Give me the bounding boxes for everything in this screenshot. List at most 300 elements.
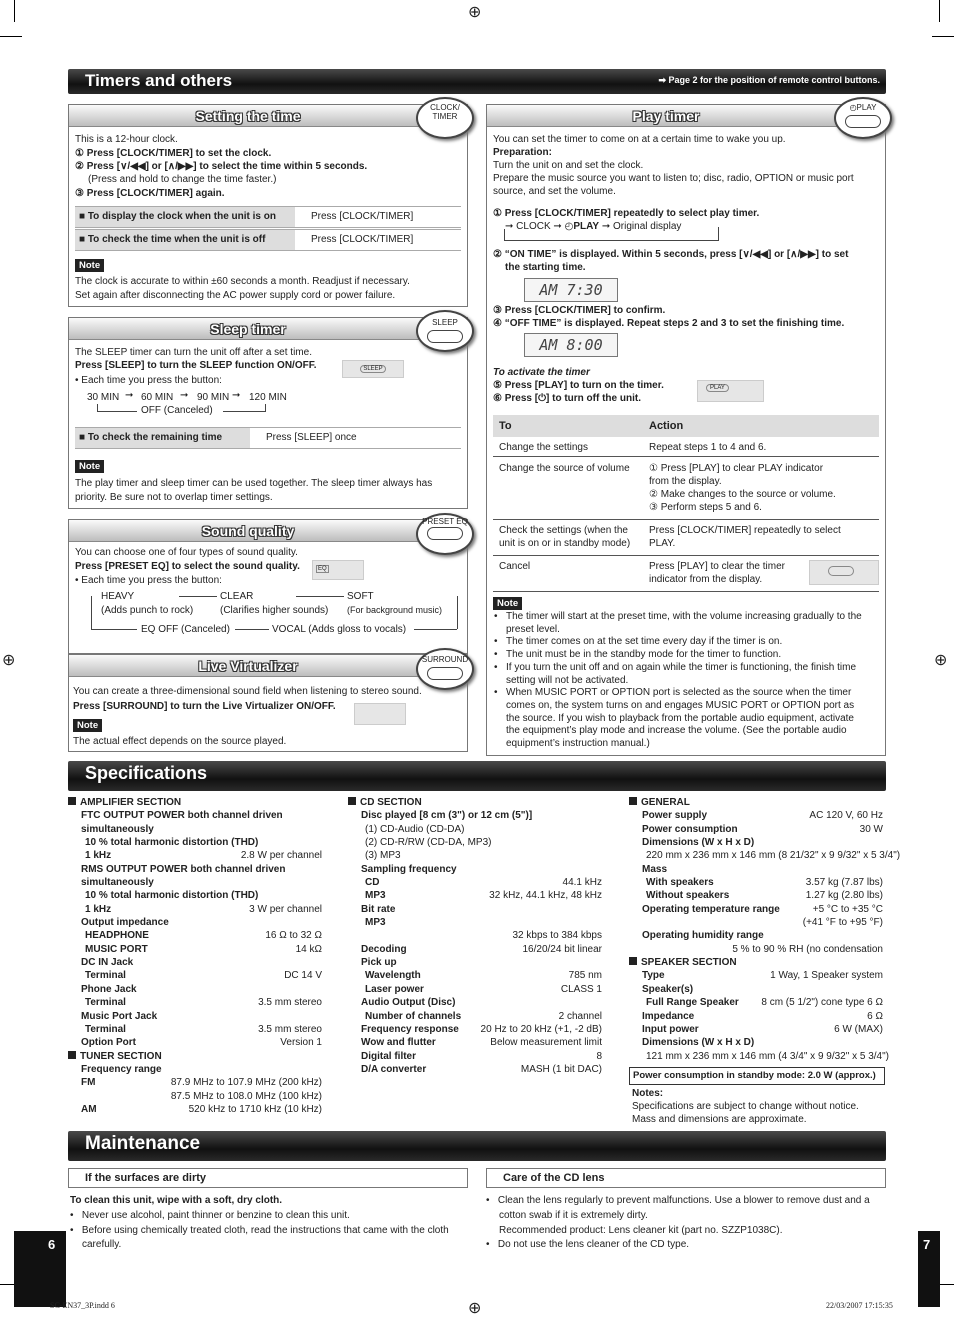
step-line: ③ Press [CLOCK/TIMER] again. — [75, 188, 225, 199]
spec-row — [629, 823, 883, 836]
spec-label: TUNER SECTION — [80, 1050, 162, 1062]
section-title: Timers and others — [85, 71, 233, 90]
sleep-timer-title: Sleep timer — [69, 318, 467, 340]
spec-row — [68, 969, 322, 982]
text-line: • Each time you press the button: — [75, 575, 222, 586]
note-label: Note — [493, 597, 522, 610]
arrow-icon: ➞ — [125, 390, 134, 401]
button-pill — [845, 115, 881, 128]
square-bullet-icon — [68, 1051, 76, 1059]
clock-timer-button-icon — [416, 97, 474, 139]
spec-value: 3 W per channel — [249, 903, 322, 915]
icon-label: PLAY — [856, 103, 877, 112]
spec-row — [348, 929, 602, 942]
sound-quality-title: Sound quality — [69, 520, 467, 542]
step-line: ② Press [∨/◀◀] or [∧/▶▶] to select the time within 5 seconds. — [75, 161, 368, 172]
spec-row — [348, 956, 602, 969]
text-line: source, and set the volume. — [493, 186, 616, 197]
crop-mark — [939, 0, 940, 22]
page-number: 7 — [923, 1237, 931, 1252]
bullet-text: Never use alcohol, paint thinner or benzine to clean this unit. — [81, 1210, 350, 1221]
spec-row — [348, 1050, 602, 1063]
spec-value: 3.5 mm stereo — [258, 1023, 322, 1035]
sequence-note: (Clarifies higher sounds) — [220, 605, 329, 616]
spec-label: MP3 — [365, 917, 386, 929]
spec-row — [629, 1036, 883, 1049]
table-row — [493, 520, 879, 556]
image-label: SLEEP — [360, 365, 385, 373]
arrow-icon: ➞ — [232, 390, 241, 401]
play-timer-box — [486, 104, 886, 756]
spec-label: simultaneously — [81, 877, 154, 889]
spec-label: Music Port Jack — [81, 1010, 158, 1022]
button-pill — [427, 667, 463, 680]
spec-value: 8 — [596, 1050, 602, 1062]
spec-value: 30 W — [859, 823, 883, 835]
spec-value: 785 nm — [568, 970, 602, 982]
spec-row — [629, 996, 883, 1009]
section-header-maintenance — [68, 1131, 886, 1161]
spec-value: 3.5 mm stereo — [258, 997, 322, 1009]
sound-quality-box — [68, 519, 468, 654]
spec-row — [348, 916, 602, 929]
table-row — [493, 556, 879, 592]
spec-row — [348, 823, 602, 836]
step-line: ② “ON TIME” is displayed. Within 5 seconds, press [∨/◀◀] or [∧/▶▶] to set — [493, 249, 849, 260]
spec-row — [629, 943, 883, 956]
spec-label: Speaker(s) — [642, 983, 694, 995]
spec-value: 2.8 W per channel — [240, 850, 322, 862]
spec-row — [348, 889, 602, 902]
notes-title: Notes: — [632, 1088, 664, 1099]
spec-label: Digital filter — [361, 1050, 417, 1062]
sequence-line — [718, 227, 719, 241]
spec-row — [68, 823, 322, 836]
spec-label: Type — [642, 970, 665, 982]
sequence-line — [457, 596, 458, 629]
spec-row — [629, 849, 901, 862]
spec-row — [68, 796, 322, 809]
section-title: Specifications — [85, 763, 208, 783]
spec-value: 5 % to 90 % RH (no condensation — [732, 943, 883, 955]
spec-label: Output impedance — [81, 917, 169, 929]
crop-mark — [932, 36, 954, 37]
spec-value: 20 Hz to 20 kHz (+1, -2 dB) — [480, 1023, 602, 1035]
spec-label: (3) MP3 — [365, 850, 401, 862]
note-text: priority. Be sure not to overlap timer settings. — [75, 492, 273, 503]
spec-row — [348, 836, 602, 849]
spec-label: 10 % total harmonic distortion (THD) — [85, 890, 259, 902]
registration-mark-icon: ⊕ — [468, 1300, 482, 1317]
info-row — [75, 427, 461, 449]
spec-label: Audio Output (Disc) — [361, 997, 456, 1009]
spec-row — [348, 1010, 602, 1023]
spec-row — [629, 889, 883, 902]
cycle-diagram — [505, 220, 681, 233]
info-row — [75, 206, 461, 228]
spec-value: 6 Ω — [867, 1010, 883, 1022]
display-image — [809, 560, 879, 585]
spec-row — [68, 929, 322, 942]
spec-label: RMS OUTPUT POWER both channel driven — [81, 863, 286, 875]
section-title: Maintenance — [85, 1133, 201, 1154]
step-line: the starting time. — [505, 262, 586, 273]
spec-row — [68, 956, 322, 969]
sequence-line — [91, 596, 92, 629]
page-number-left — [14, 1231, 66, 1307]
spec-row — [68, 876, 322, 889]
spec-row — [68, 809, 322, 822]
image-outline — [828, 566, 854, 576]
sequence-note: (For background music) — [347, 605, 443, 615]
file-name: SC-EN37_3P.indd 6 — [50, 1301, 115, 1310]
spec-row — [348, 903, 602, 916]
spec-value: 32 kbps to 384 kbps — [512, 930, 602, 942]
spec-label: Input power — [642, 1023, 699, 1035]
spec-label: 1 kHz — [85, 903, 112, 915]
surround-button-image — [354, 703, 406, 725]
spec-row — [629, 809, 883, 822]
spec-value: 44.1 kHz — [562, 877, 602, 889]
spec-value: 520 kHz to 1710 kHz (10 kHz) — [188, 1103, 322, 1115]
sequence-note: (Adds punch to rock) — [101, 605, 194, 616]
sequence-line — [504, 240, 718, 241]
spec-row — [629, 796, 883, 809]
sequence-line — [97, 411, 137, 412]
spec-column-1 — [68, 796, 322, 1116]
icon-label: PRESET EQ — [422, 517, 468, 526]
spec-row — [68, 1090, 322, 1103]
bullet-text: cotton swab if it is extremely dirty. — [499, 1210, 648, 1221]
spec-label: Without speakers — [646, 890, 730, 902]
cycle-item: Original display — [613, 221, 682, 232]
bullet-text: carefully. — [82, 1239, 122, 1250]
spec-row — [629, 876, 883, 889]
spec-row — [68, 1023, 322, 1036]
spec-label: Wavelength — [365, 970, 421, 982]
spec-row — [629, 903, 883, 916]
bullet-item: The timer comes on at the set time every day if the timer is on. • — [494, 636, 783, 648]
spec-label: AMPLIFIER SECTION — [80, 797, 182, 808]
spec-row — [348, 876, 602, 889]
cycle-item: CLOCK — [516, 221, 551, 232]
play-button-image — [697, 380, 764, 402]
spec-row — [348, 1036, 602, 1049]
sequence-item: OFF (Canceled) — [141, 405, 213, 416]
table-cell: Check the settings (when the unit is on or in standby mode) — [499, 525, 631, 549]
spec-value: 1.27 kg (2.80 lbs) — [805, 890, 883, 902]
spec-label: Terminal — [85, 997, 126, 1009]
spec-label: Phone Jack — [81, 983, 137, 995]
spec-column-2 — [348, 796, 602, 1076]
sequence-item: HEAVY — [101, 591, 135, 602]
sequence-line — [179, 596, 217, 597]
sequence-item: 60 MIN — [141, 392, 174, 403]
sequence-line — [414, 629, 457, 630]
info-row — [75, 229, 461, 251]
sequence-item: EQ OFF (Canceled) — [141, 624, 230, 635]
section-header-timers — [68, 69, 886, 94]
spec-row — [348, 849, 602, 862]
row-action: Press [CLOCK/TIMER] — [311, 234, 414, 245]
spec-value: MASH (1 bit DAC) — [520, 1063, 602, 1075]
spec-row — [68, 1050, 322, 1063]
sequence-item: SOFT — [347, 591, 374, 602]
play-timer-title: Play timer — [487, 105, 885, 127]
step-line: Press [SURROUND] to turn the Live Virtualizer ON/OFF. — [73, 701, 336, 712]
note-label: Note — [75, 259, 104, 272]
spec-label: D/A converter — [361, 1063, 427, 1075]
spec-value: CLASS 1 — [560, 983, 602, 995]
spec-label: Laser power — [365, 983, 424, 995]
square-bullet-icon — [68, 797, 76, 805]
text-line: Prepare the music source you want to listen to; disc, radio, OPTION or music port — [493, 173, 854, 184]
note-text: The play timer and sleep timer can be used together. The sleep timer always has — [75, 478, 433, 489]
spec-label: (2) CD-R/RW (CD-DA, MP3) — [365, 837, 492, 849]
spec-row — [348, 969, 602, 982]
bullet-icon: • — [494, 661, 498, 673]
subsection-title: If the surfaces are dirty — [68, 1168, 468, 1188]
step-line: ① Press [CLOCK/TIMER] to set the clock. — [75, 148, 272, 159]
sleep-button-icon — [416, 310, 474, 352]
cycle-item: PLAY — [573, 221, 600, 232]
play-button-icon: ◴PLAY — [834, 97, 892, 139]
spec-row — [629, 929, 883, 942]
setting-time-box — [68, 104, 468, 307]
spec-label: Dimensions (W x H x D) — [642, 837, 755, 849]
play-timer-notes — [493, 611, 883, 751]
spec-label: FTC OUTPUT POWER both channel driven — [81, 810, 283, 822]
registration-mark-icon: ⊕ — [468, 4, 482, 21]
spec-value: Below measurement limit — [490, 1037, 602, 1049]
sleep-button-image — [342, 360, 404, 378]
spec-label: Wow and flutter — [361, 1037, 436, 1049]
spec-value: AC 120 V, 60 Hz — [809, 810, 883, 822]
note-label: Note — [73, 719, 102, 732]
spec-label: 10 % total harmonic distortion (THD) — [85, 837, 259, 849]
print-date: 22/03/2007 17:15:35 — [826, 1301, 893, 1310]
row-action: Press [SLEEP] once — [266, 432, 357, 443]
bullet-item: • Before using chemically treated cloth, read the instructions that came with the cloth — [70, 1225, 449, 1236]
row-label: ■ To check the remaining time — [75, 428, 250, 448]
spec-row — [629, 969, 883, 982]
step-line: Press [SLEEP] to turn the SLEEP function ON/OFF. — [75, 360, 317, 371]
step-line: ④ “OFF TIME” is displayed. Repeat steps 2 and 3 to set the finishing time. — [493, 318, 845, 329]
spec-column-3 — [629, 796, 901, 1063]
registration-mark-icon: ⊕ — [2, 652, 16, 669]
subsection-title: Care of the CD lens — [486, 1168, 886, 1188]
page-reference-text: Page 2 for the position of remote control buttons. — [668, 75, 880, 85]
spec-label: Sampling frequency — [361, 863, 457, 875]
section-header-specifications — [68, 761, 886, 791]
bullet-text: Do not use the lens cleaner of the CD type. — [497, 1239, 690, 1250]
bullet-icon: • — [494, 636, 498, 648]
spec-row — [68, 996, 322, 1009]
step-line: ③ Press [CLOCK/TIMER] to confirm. — [493, 305, 666, 316]
sequence-line — [235, 629, 269, 630]
spec-label: FM — [81, 1077, 96, 1089]
sequence-item: 90 MIN — [197, 392, 230, 403]
arrow-icon: ➞ — [180, 390, 189, 401]
spec-row — [629, 956, 883, 969]
text-heading: Preparation: — [493, 147, 552, 158]
page-reference: ➡ Page 2 for the position of remote control buttons. — [658, 75, 880, 85]
text-line: (Press and hold to change the time faster.) — [88, 174, 277, 185]
spec-row — [348, 1063, 602, 1076]
sequence-line — [265, 404, 266, 412]
spec-label: simultaneously — [81, 823, 154, 835]
spec-value: 87.5 MHz to 108.0 MHz (100 kHz) — [170, 1090, 322, 1102]
row-action: Press [CLOCK/TIMER] — [311, 211, 414, 222]
table-cell: Press [CLOCK/TIMER] repeatedly to select PLAY. — [649, 525, 841, 549]
bullet-item: The unit must be in the standby mode for the timer to function. • — [494, 649, 782, 661]
page-number: 6 — [48, 1237, 56, 1252]
note-text: Specifications are subject to change without notice. — [632, 1101, 859, 1112]
bullet-text: Before using chemically treated cloth, read the instructions that came with the cloth — [81, 1225, 449, 1236]
spec-label: Pick up — [361, 957, 397, 969]
spec-label: HEADPHONE — [85, 930, 149, 942]
table-row — [493, 437, 879, 457]
spec-value: 6 W (MAX) — [834, 1023, 883, 1035]
bullet-text: Recommended product: Lens cleaner kit (part no. SZZP1038C). — [499, 1225, 783, 1236]
spec-row — [68, 889, 322, 902]
text-line: To clean this unit, wipe with a soft, dry cloth. — [70, 1195, 283, 1206]
table-header — [493, 415, 879, 437]
live-virtualizer-box — [68, 654, 468, 752]
arrow-icon: ➞ — [553, 221, 565, 232]
spec-label: Dimensions (W x H x D) — [642, 1037, 755, 1049]
spec-value: DC 14 V — [284, 970, 322, 982]
spec-row — [68, 1103, 322, 1116]
crop-mark — [14, 0, 15, 22]
spec-label: 121 mm x 236 mm x 146 mm (4 3/4" x 9 9/32" x 5 3/4") — [646, 1050, 889, 1062]
step-line: ⑥ Press [⏻] to turn off the unit. — [493, 393, 641, 404]
spec-label: With speakers — [646, 877, 714, 889]
spec-row — [68, 983, 322, 996]
icon-label: CLOCK/ TIMER — [430, 103, 460, 121]
bullet-item: The timer will start at the preset time, with the volume increasing gradually to the preset level. • — [494, 611, 862, 635]
spec-label: 1 kHz — [85, 850, 112, 862]
table-cell: Repeat steps 1 to 4 and 6. — [649, 442, 767, 453]
spec-row — [68, 863, 322, 876]
spec-label: CD — [365, 877, 380, 889]
spec-row — [348, 1023, 602, 1036]
spec-value: 1 Way, 1 Speaker system — [770, 970, 883, 982]
spec-label: Impedance — [642, 1010, 695, 1022]
spec-row — [348, 983, 602, 996]
spec-row — [68, 1036, 322, 1049]
live-virtualizer-title: Live Virtualizer — [69, 655, 467, 677]
timer-icon: ◴ — [564, 221, 574, 232]
row-label: ■ To check the time when the unit is off — [75, 230, 295, 250]
note-text: The clock is accurate to within ±60 seconds a month. Readjust if necessary. — [75, 276, 410, 287]
standby-power-box: Power consumption in standby mode: 2.0 W (approx.) — [629, 1067, 885, 1085]
crop-mark — [0, 36, 22, 37]
bullet-item: When MUSIC PORT or OPTION port is selected as the source when the timer comes on, the system turns on and engages MUSIC PORT or OPTION port as the source. If you wish to playback from the portable audio equipment, activate the equipment’s play mode and increase the volume. (See the portable audio equipment’s instruction manual.) • — [494, 687, 855, 750]
spec-value: 16/20/24 bit linear — [522, 943, 602, 955]
button-pill — [427, 330, 463, 343]
spec-label: CD SECTION — [360, 797, 422, 808]
spec-label: Terminal — [85, 970, 126, 982]
button-pill — [427, 527, 463, 540]
bullet-item: • Never use alcohol, paint thinner or benzine to clean this unit. — [70, 1210, 350, 1221]
table-cell: Change the settings — [499, 442, 588, 453]
square-bullet-icon — [348, 797, 356, 805]
spec-row — [68, 1076, 322, 1089]
icon-label: SURROUND — [421, 655, 469, 664]
spec-value: 32 kHz, 44.1 kHz, 48 kHz — [489, 890, 602, 902]
text-line: You can choose one of four types of sound quality. — [75, 547, 298, 558]
table-cell: Cancel — [499, 561, 531, 572]
spec-label: Frequency range — [81, 1063, 162, 1075]
spec-label: Terminal — [85, 1023, 126, 1035]
table-header-cell: Action — [649, 420, 684, 432]
text-line: • Each time you press the button: — [75, 375, 222, 386]
image-label: EQ — [318, 566, 327, 572]
step-line: Press [PRESET EQ] to select the sound quality. — [75, 561, 300, 572]
bullet-icon: • — [494, 649, 498, 661]
bullet-item: • Clean the lens regularly to prevent malfunctions. Use a blower to remove dust and a — [486, 1195, 870, 1206]
preset-eq-button-icon — [416, 513, 474, 555]
spec-row — [629, 916, 883, 929]
spec-row — [348, 996, 602, 1009]
spec-row — [629, 983, 883, 996]
spec-label: SPEAKER SECTION — [641, 957, 737, 969]
spec-label: Mass — [642, 863, 668, 875]
lcd-display: AM 8:00 — [524, 333, 618, 357]
spec-value: 16 Ω to 32 Ω — [265, 930, 322, 942]
note-label: Note — [75, 460, 104, 473]
subheading: To activate the timer — [493, 367, 590, 378]
spec-label: Bit rate — [361, 903, 396, 915]
spec-label: Operating humidity range — [642, 930, 764, 942]
spec-label: Option Port — [81, 1037, 136, 1049]
note-text: Mass and dimensions are approximate. — [632, 1114, 807, 1125]
bullet-item: If you turn the unit off and on again while the timer is functioning, the finish time setting will not be activated. • — [494, 661, 857, 686]
spec-row — [629, 863, 883, 876]
step-line: ① Press [CLOCK/TIMER] repeatedly to select play timer. — [493, 208, 760, 219]
bullet-icon: • — [494, 687, 498, 699]
spec-row — [629, 1023, 883, 1036]
table-cell: Change the source of volume — [499, 463, 630, 474]
spec-value: 2 channel — [558, 1010, 602, 1022]
spec-row — [68, 903, 322, 916]
spec-row — [629, 836, 883, 849]
page-number-right — [918, 1231, 940, 1307]
table-cell: ① Press [PLAY] to clear PLAY indicator from the display. ② Make changes to the source or volume. ③ Perform steps 5 and 6. — [649, 463, 836, 513]
sequence-item: VOCAL (Adds gloss to vocals) — [272, 624, 407, 635]
spec-row — [348, 809, 602, 822]
bullet-item: • Do not use the lens cleaner of the CD type. — [486, 1239, 690, 1250]
icon-label: SLEEP — [432, 318, 458, 327]
spec-row — [68, 849, 322, 862]
spec-row — [68, 836, 322, 849]
spec-label: Frequency response — [361, 1023, 459, 1035]
step-line: ⑤ Press [PLAY] to turn on the timer. — [493, 380, 664, 391]
spec-label: AM — [81, 1103, 97, 1115]
spec-label: GENERAL — [641, 797, 690, 808]
registration-mark-icon: ⊕ — [934, 652, 948, 669]
text-line: This is a 12-hour clock. — [75, 134, 178, 145]
bullet-icon: • — [494, 611, 498, 622]
surround-button-icon — [416, 648, 474, 690]
text-line: Turn the unit on and set the clock. — [493, 160, 644, 171]
spec-label: MUSIC PORT — [85, 943, 148, 955]
sequence-line — [91, 629, 137, 630]
eq-button-image — [312, 560, 364, 580]
spec-row — [348, 863, 602, 876]
note-text: Set again after disconnecting the AC power supply cord or power failure. — [75, 290, 396, 301]
